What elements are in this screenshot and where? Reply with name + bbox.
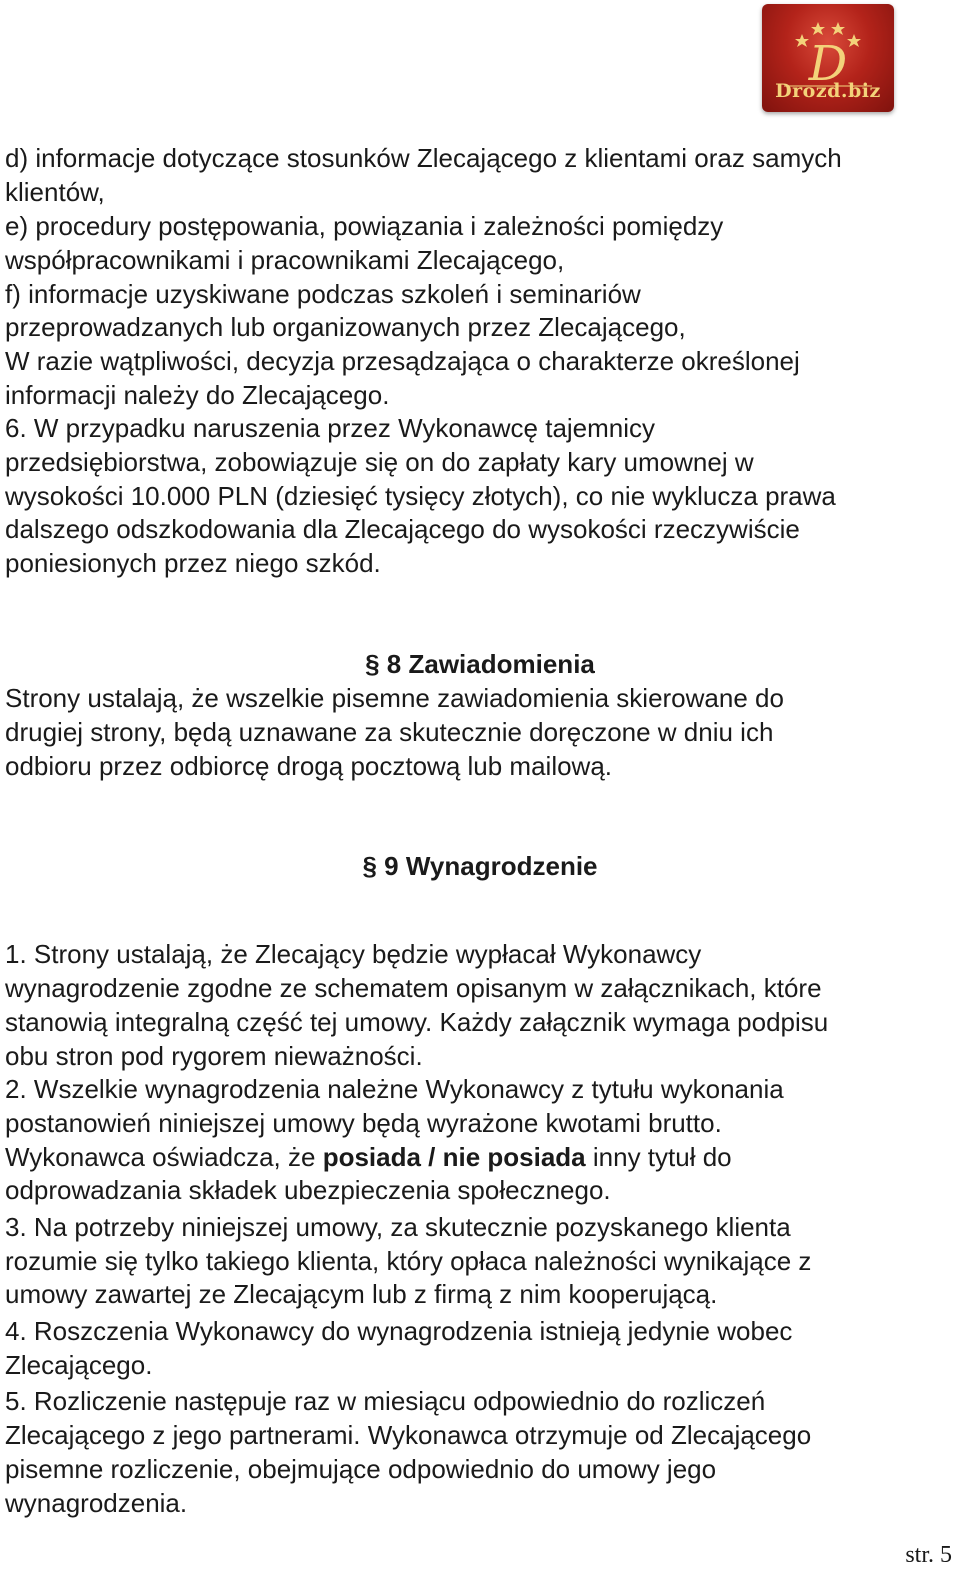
text-line: wynagrodzenie zgodne ze schematem opisanym w załącznikach, które [5,973,822,1003]
logo-letter: D [808,36,848,92]
text-line: dalszego odszkodowania dla Zlecającego do wysokości rzeczywiście [5,514,800,544]
text-line: 3. Na potrzeby niniejszej umowy, za skutecznie pozyskanego klienta [5,1212,791,1242]
text-line: postanowień niniejszej umowy będą wyrażone kwotami brutto. [5,1108,722,1138]
logo-star [847,34,861,47]
text-line: stanowią integralną część tej umowy. Każdy załącznik wymaga podpisu [5,1007,829,1037]
text-line-mixed [5,1140,732,1174]
text-line: e) procedury postępowania, powiązania i zależności pomiędzy [5,211,724,241]
text-line: d) informacje dotyczące stosunków Zlecającego z klientami oraz samych [5,143,842,173]
bold-text: posiada / nie posiada [322,1142,586,1172]
text-line: 2. Wszelkie wynagrodzenia należne Wykonawcy z tytułu wykonania [5,1074,784,1104]
text-line: informacji należy do Zlecającego. [5,380,390,410]
text-line: odbioru przez odbiorcę drogą pocztową lub mailową. [5,751,613,781]
text-line: obu stron pod rygorem nieważności. [5,1041,423,1071]
text-line: poniesionych przez niego szkód. [5,548,381,578]
text-line: 6. W przypadku naruszenia przez Wykonawcę tajemnicy [5,413,656,443]
text-span: inny tytuł do [585,1142,732,1172]
text-line: 1. Strony ustalają, że Zlecający będzie wypłacał Wykonawcy [5,939,702,969]
page-number: str. 5 [905,1542,952,1568]
text-line: Strony ustalają, że wszelkie pisemne zawiadomienia skierowane do [5,683,784,713]
text-line: umowy zawartej ze Zlecającym lub z firmą z nim kooperującą. [5,1279,718,1309]
text-line: pisemne rozliczenie, obejmujące odpowiednio do umowy jego [5,1454,717,1484]
section-8-heading: § 8 Zawiadomienia [365,649,595,679]
text-line: f) informacje uzyskiwane podczas szkoleń i seminariów [5,279,641,309]
text-line: klientów, [5,177,105,207]
drozd-logo [762,4,894,112]
text-line: wysokości 10.000 PLN (dziesięć tysięcy złotych), co nie wyklucza prawa [5,481,836,511]
text-line: Zlecającego z jego partnerami. Wykonawca otrzymuje od Zlecającego [5,1420,812,1450]
text-line: współpracownikami i pracownikami Zlecającego, [5,245,565,275]
logo-star [811,22,825,35]
text-span: Wykonawca oświadcza, że [5,1142,323,1172]
logo-star [831,22,845,35]
text-line: 4. Roszczenia Wykonawcy do wynagrodzenia istnieją jedynie wobec [5,1316,793,1346]
text-line: przedsiębiorstwa, zobowiązuje się on do zapłaty kary umownej w [5,447,754,477]
text-line: W razie wątpliwości, decyzja przesądzająca o charakterze określonej [5,346,800,376]
text-line: przeprowadzanych lub organizowanych przez Zlecającego, [5,312,686,342]
text-line: odprowadzania składek ubezpieczenia społecznego. [5,1175,611,1205]
text-line: rozumie się tylko takiego klienta, który opłaca należności wynikające z [5,1246,812,1276]
section-9-heading: § 9 Wynagrodzenie [362,851,598,881]
text-line: wynagrodzenia. [5,1488,188,1518]
logo-text: Drozd.biz [775,80,881,102]
text-line: 5. Rozliczenie następuje raz w miesiącu odpowiednio do rozliczeń [5,1386,766,1416]
text-line: Zlecającego. [5,1350,153,1380]
logo-star [795,34,809,47]
text-line: drugiej strony, będą uznawane za skutecznie doręczone w dniu ich [5,717,774,747]
